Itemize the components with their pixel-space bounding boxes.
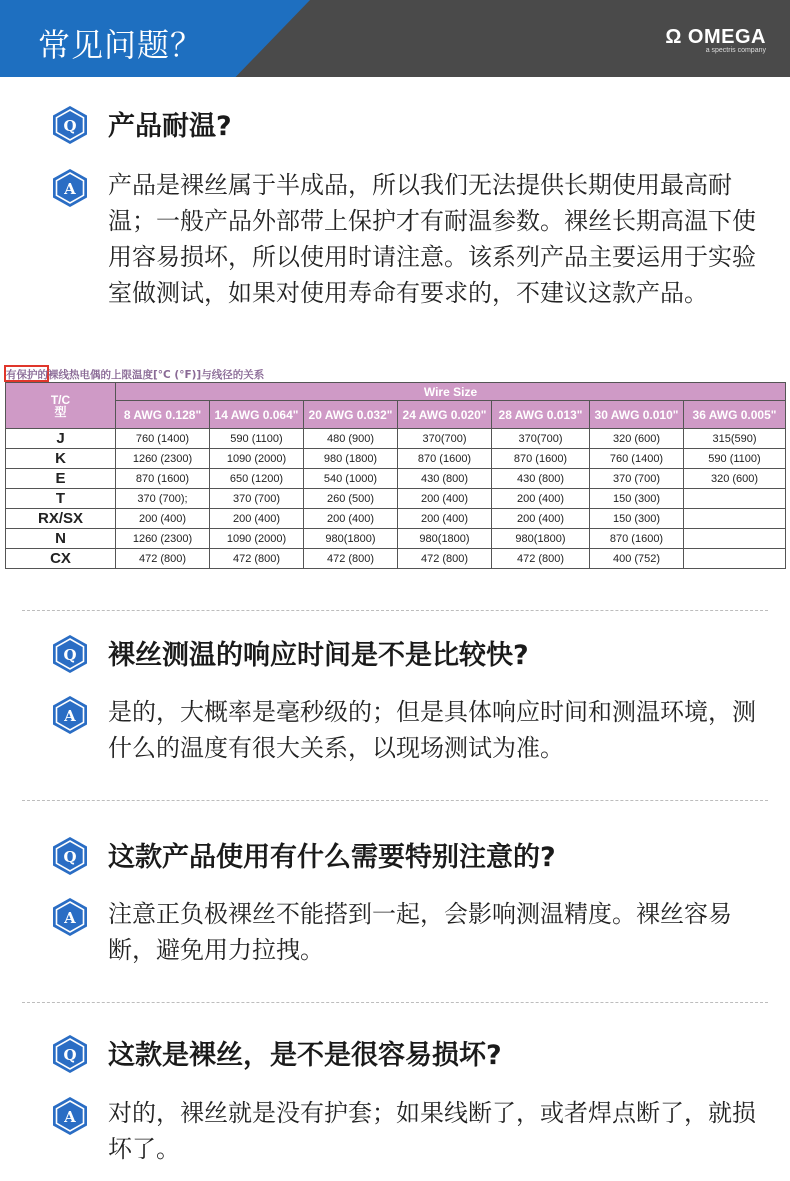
wire-size-header: Wire Size xyxy=(116,383,786,401)
table-cell: 150 (300) xyxy=(590,489,684,509)
table-cell: 370(700) xyxy=(492,429,590,449)
table-cell: 200 (400) xyxy=(492,509,590,529)
wire-size-column-header: 36 AWG 0.005" xyxy=(684,401,786,429)
thermocouple-type: N xyxy=(6,529,116,549)
table-cell: 200 (400) xyxy=(398,509,492,529)
divider xyxy=(22,800,768,801)
table-cell: 370(700) xyxy=(398,429,492,449)
table-cell: 590 (1100) xyxy=(210,429,304,449)
table-cell: 980(1800) xyxy=(492,529,590,549)
table-cell: 150 (300) xyxy=(590,509,684,529)
temperature-table xyxy=(5,382,786,569)
thermocouple-type: CX xyxy=(6,549,116,569)
question-2: 裸丝测温的响应时间是不是比较快? xyxy=(108,640,529,671)
wire-size-column-header: 28 AWG 0.013" xyxy=(492,401,590,429)
table-cell: 870 (1600) xyxy=(398,449,492,469)
table-cell: 1090 (2000) xyxy=(210,529,304,549)
table-cell: 430 (800) xyxy=(492,469,590,489)
wire-size-column-header: 24 AWG 0.020" xyxy=(398,401,492,429)
question-icon xyxy=(50,105,90,145)
answer-icon xyxy=(50,897,90,937)
table-cell: 472 (800) xyxy=(304,549,398,569)
svg-text:Q: Q xyxy=(63,646,77,664)
table-cell: 870 (1600) xyxy=(492,449,590,469)
table-cell: 1260 (2300) xyxy=(116,529,210,549)
answer-1: 产品是裸丝属于半成品，所以我们无法提供长期使用最高耐温；一般产品外部带上保护才有耐温参数。裸丝长期高温下使用容易损坏，所以使用时请注意。该系列产品主要运用于实验室做测试，如果对使用寿命有要求的，不建议这款产品。 xyxy=(108,171,756,307)
table-cell: 315(590) xyxy=(684,429,786,449)
table-row xyxy=(6,549,786,569)
table-cell: 980(1800) xyxy=(398,529,492,549)
wire-size-column-header: 14 AWG 0.064" xyxy=(210,401,304,429)
wire-size-column-header: 20 AWG 0.032" xyxy=(304,401,398,429)
table-cell: 400 (752) xyxy=(590,549,684,569)
table-row xyxy=(6,489,786,509)
table-cell: 870 (1600) xyxy=(116,469,210,489)
svg-text:Q: Q xyxy=(63,1046,77,1064)
table-cell: 320 (600) xyxy=(684,469,786,489)
question-icon xyxy=(50,634,90,674)
answer-icon xyxy=(50,1096,90,1136)
svg-text:Q: Q xyxy=(63,848,77,866)
svg-text:A: A xyxy=(64,1108,76,1126)
table-cell: 1260 (2300) xyxy=(116,449,210,469)
table-cell: 472 (800) xyxy=(492,549,590,569)
svg-text:A: A xyxy=(64,180,76,198)
table-cell xyxy=(684,509,786,529)
table-row xyxy=(6,429,786,449)
table-row xyxy=(6,449,786,469)
answer-2: 是的，大概率是毫秒级的；但是具体响应时间和测温环境，测什么的温度有很大关系，以现场测试为准。 xyxy=(108,698,756,762)
table-cell: 540 (1000) xyxy=(304,469,398,489)
table-cell: 200 (400) xyxy=(210,509,304,529)
table-cell: 650 (1200) xyxy=(210,469,304,489)
divider xyxy=(22,610,768,611)
thermocouple-type: K xyxy=(6,449,116,469)
thermocouple-type: E xyxy=(6,469,116,489)
table-cell: 590 (1100) xyxy=(684,449,786,469)
answer-icon xyxy=(50,168,90,208)
question-4: 这款是裸丝，是不是很容易损坏? xyxy=(108,1040,502,1071)
question-1: 产品耐温? xyxy=(108,111,232,142)
table-cell: 320 (600) xyxy=(590,429,684,449)
table-cell: 980 (1800) xyxy=(304,449,398,469)
table-cell: 430 (800) xyxy=(398,469,492,489)
answer-icon xyxy=(50,695,90,735)
answer-4: 对的，裸丝就是没有护套；如果线断了，或者焊点断了，就损坏了。 xyxy=(108,1099,756,1163)
wire-size-column-header: 8 AWG 0.128" xyxy=(116,401,210,429)
table-cell: 200 (400) xyxy=(398,489,492,509)
type-header: T/C 型 xyxy=(6,383,116,429)
table-cell: 370 (700) xyxy=(210,489,304,509)
table-cell xyxy=(684,529,786,549)
table-cell: 1090 (2000) xyxy=(210,449,304,469)
table-cell: 370 (700); xyxy=(116,489,210,509)
thermocouple-type: T xyxy=(6,489,116,509)
question-3: 这款产品使用有什么需要特别注意的? xyxy=(108,842,556,873)
table-cell: 980(1800) xyxy=(304,529,398,549)
table-cell xyxy=(684,549,786,569)
caption-rest: 的裸线热电偶的上限温度[°C (°F)]与线径的关系 xyxy=(37,369,265,381)
caption-highlight: 有保护 xyxy=(6,369,38,381)
divider xyxy=(22,1002,768,1003)
omega-logo xyxy=(665,26,766,54)
answer-3: 注意正负极裸丝不能搭到一起，会影响测温精度。裸丝容易断，避免用力拉拽。 xyxy=(108,900,732,964)
table-row xyxy=(6,529,786,549)
question-icon xyxy=(50,836,90,876)
page-header xyxy=(0,0,790,77)
table-row xyxy=(6,509,786,529)
wire-size-column-header: 30 AWG 0.010" xyxy=(590,401,684,429)
table-cell: 480 (900) xyxy=(304,429,398,449)
logo-brand: Ω OMEGA xyxy=(665,26,766,48)
table-cell: 370 (700) xyxy=(590,469,684,489)
table-cell: 200 (400) xyxy=(304,509,398,529)
table-cell: 870 (1600) xyxy=(590,529,684,549)
question-icon xyxy=(50,1034,90,1074)
table-row xyxy=(6,469,786,489)
svg-text:A: A xyxy=(64,707,76,725)
thermocouple-type: RX/SX xyxy=(6,509,116,529)
table-cell: 260 (500) xyxy=(304,489,398,509)
page-title: 常见问题？ xyxy=(38,26,204,64)
table-cell: 472 (800) xyxy=(210,549,304,569)
svg-text:Q: Q xyxy=(63,117,77,135)
table-cell: 200 (400) xyxy=(116,509,210,529)
table-cell: 200 (400) xyxy=(492,489,590,509)
table-cell xyxy=(684,489,786,509)
table-cell: 472 (800) xyxy=(398,549,492,569)
table-cell: 760 (1400) xyxy=(116,429,210,449)
table-cell: 760 (1400) xyxy=(590,449,684,469)
logo-subtitle: a spectris company xyxy=(705,47,766,54)
svg-text:A: A xyxy=(64,909,76,927)
table-cell: 472 (800) xyxy=(116,549,210,569)
thermocouple-type: J xyxy=(6,429,116,449)
